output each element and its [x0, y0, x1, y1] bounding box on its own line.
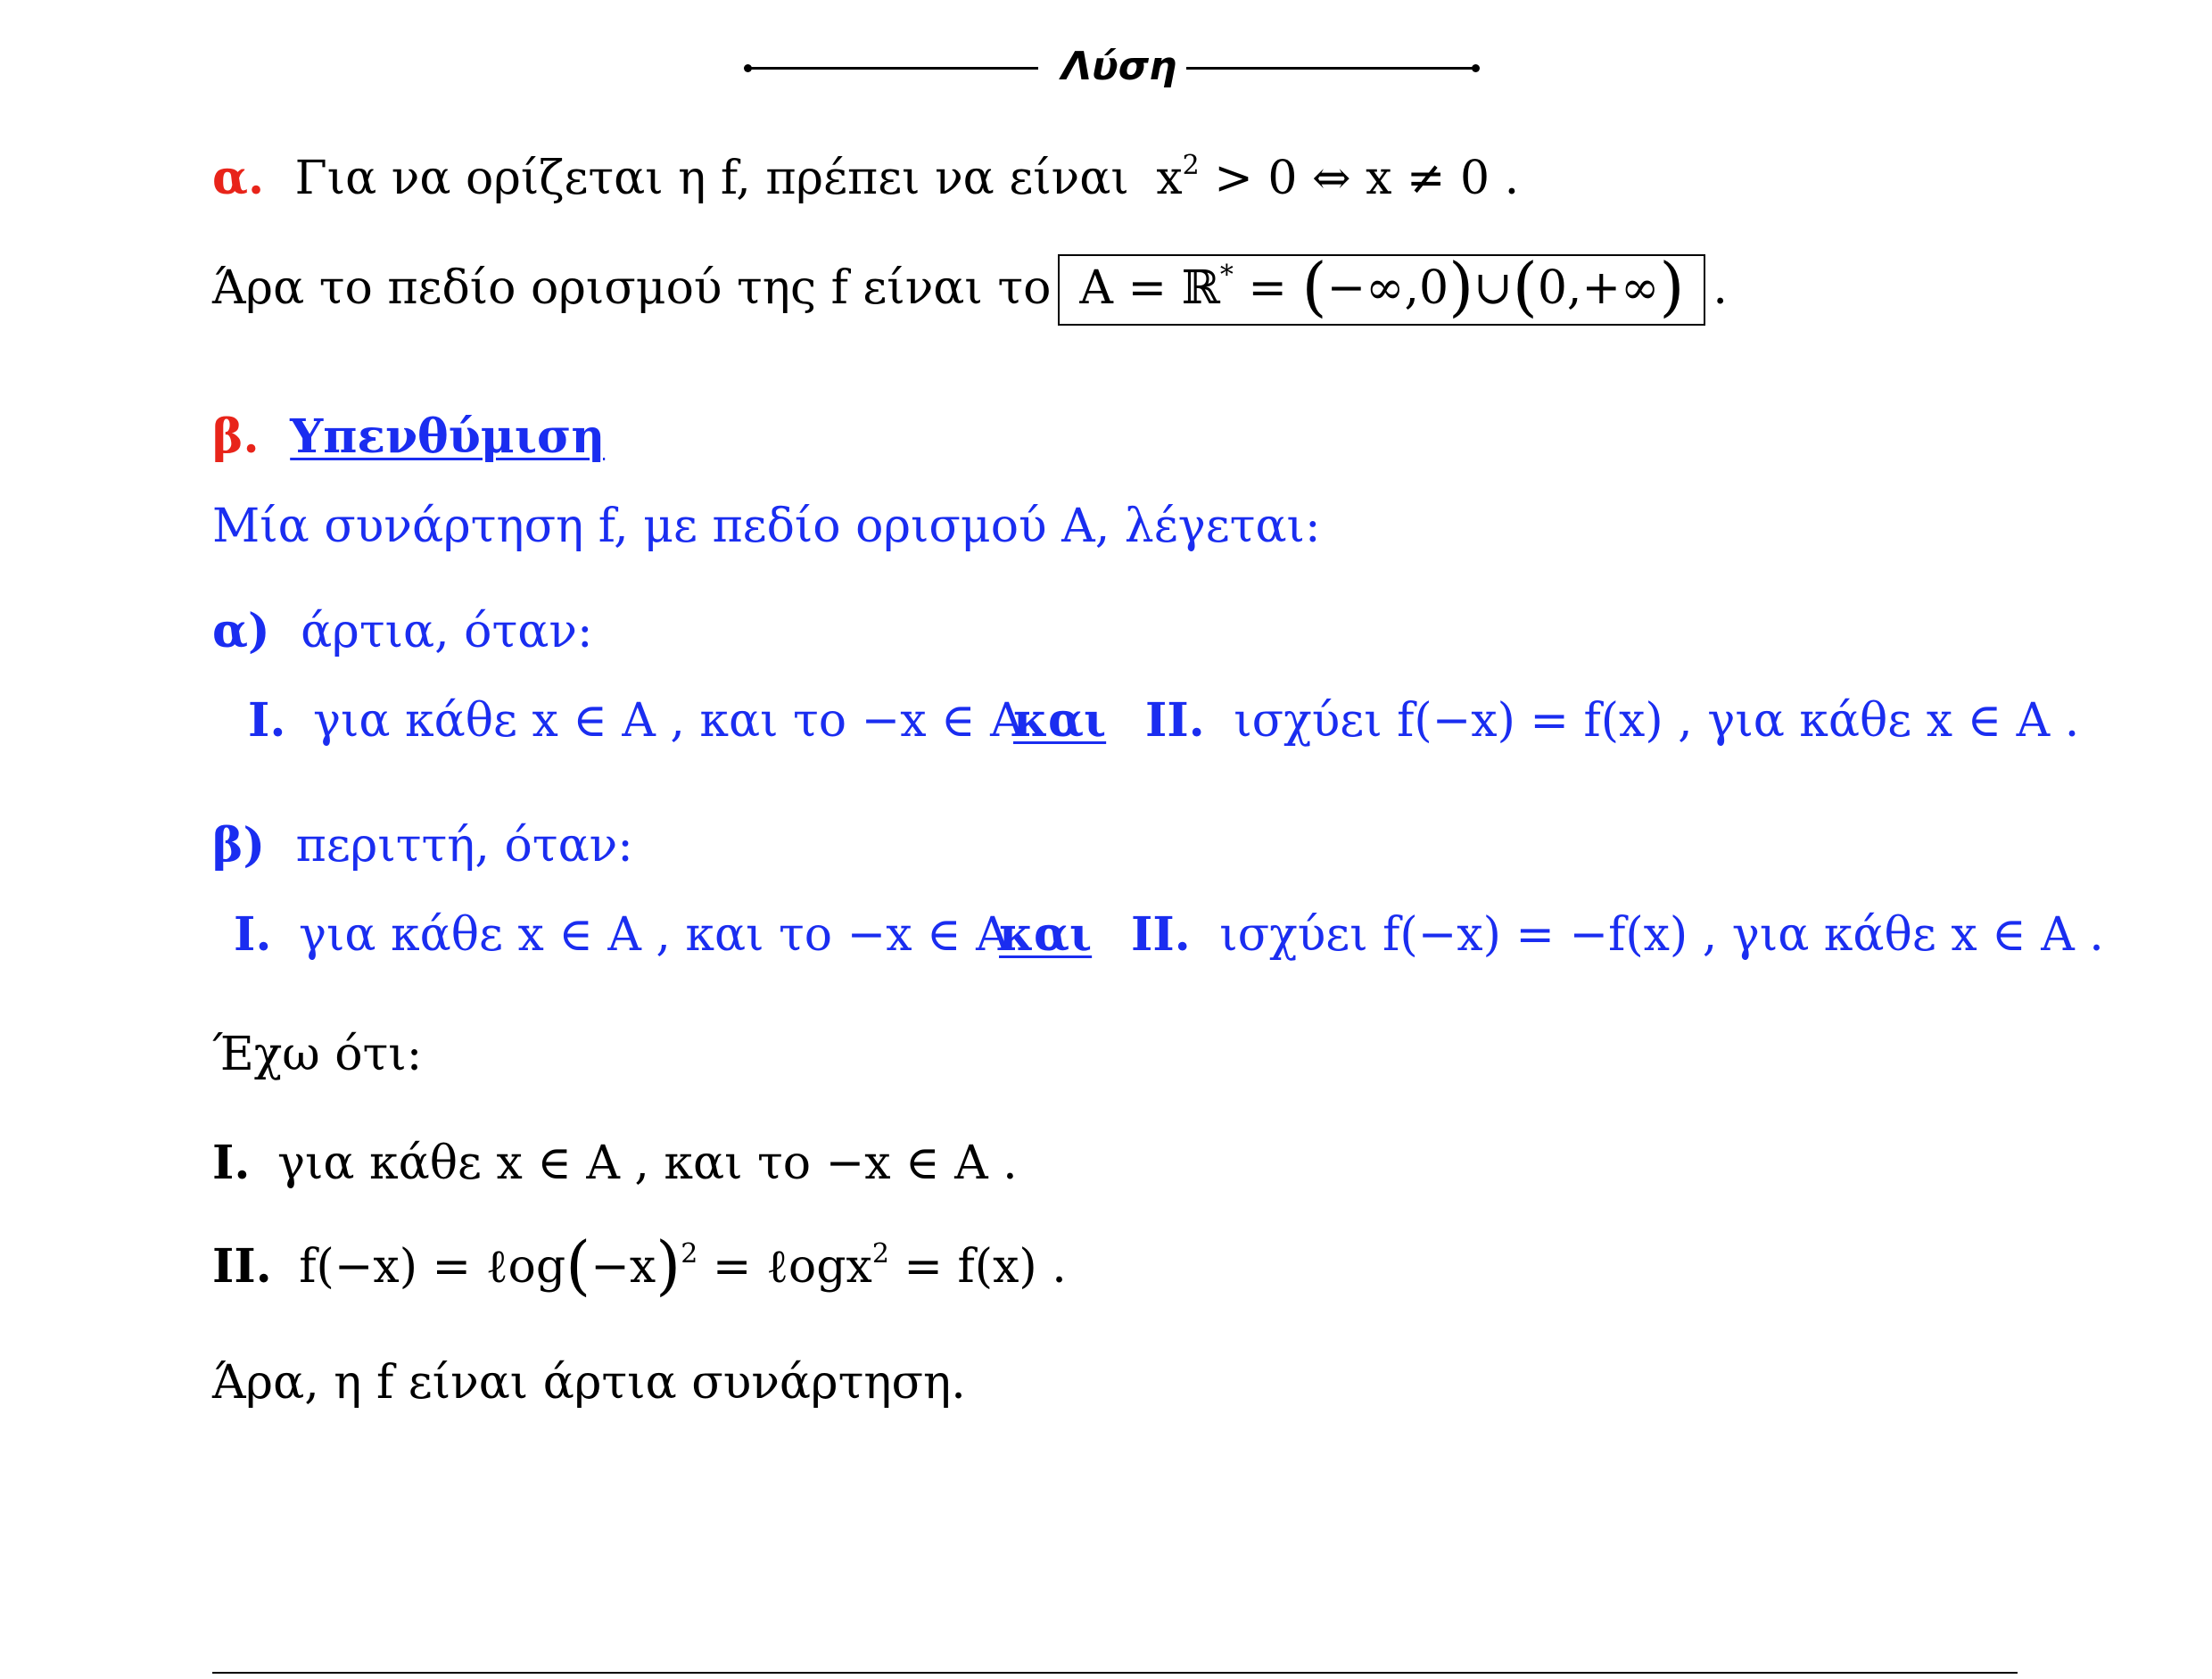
odd-condition2: II. ισχύει f(−x) = −f(x) , για κάθε x ∈ A .: [1131, 907, 2104, 962]
conclusion: Άρα, η f είναι άρτια συνάρτηση.: [212, 1356, 966, 1410]
part-a-line1-text: Για να ορίζεται η f, πρέπει να είναι: [294, 152, 1129, 205]
even-heading: α) άρτια, όταν:: [212, 604, 593, 658]
header-right-rule: [1186, 67, 1475, 70]
step1: I. για κάθε x ∈ A , και το −x ∈ A .: [212, 1136, 1018, 1190]
even-and: και: [1013, 693, 1107, 748]
part-b-label: β.: [212, 409, 260, 464]
part-b-heading: [212, 410, 605, 464]
part-a-line2: [212, 249, 1728, 326]
header-left-rule: [749, 67, 1038, 70]
odd-and: και: [999, 907, 1093, 962]
header-title: Λύση: [1061, 44, 1177, 89]
odd-condition1: I. για κάθε x ∈ A , και το −x ∈ A: [234, 907, 1010, 962]
have-line: Έχω ότι:: [212, 1028, 423, 1081]
step2: II. $f(-x) = \ell og(-x)^2$ = ℓogx$^2$ = f(x) .: [212, 1228, 1067, 1303]
part-a-line1-math: $x^2 > 0$ ⇔ x ≠ 0 .: [1156, 150, 1520, 205]
part-a-line2-text: Άρα το πεδίο ορισμού της f είναι το: [212, 261, 1052, 315]
domain-box: A = ℝ* = (−∞,0)∪(0,+∞): [1058, 254, 1705, 326]
reminder-intro: Μία συνάρτηση f, με πεδίο ορισμού A, λέγεται:: [212, 500, 1321, 553]
even-condition1: I. για κάθε x ∈ A , και το −x ∈ A: [248, 693, 1024, 748]
even-condition2: II. ισχύει f(−x) = f(x) , για κάθε x ∈ A .: [1145, 693, 2080, 748]
bottom-rule: [212, 1672, 2018, 1674]
part-a-line2-end: .: [1713, 261, 1728, 315]
header-right-dot: [1472, 64, 1480, 72]
reminder-title: Υπενθύμιση: [290, 409, 606, 464]
part-a-label: α.: [212, 151, 265, 205]
part-a-line1: [212, 152, 1519, 205]
odd-heading: β) περιττή, όταν:: [212, 818, 633, 873]
